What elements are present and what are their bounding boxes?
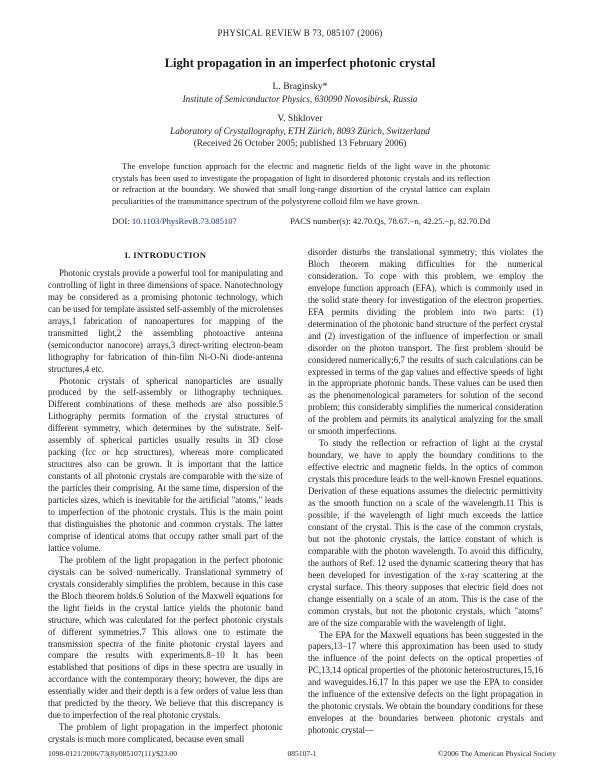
- author-1-affiliation: Institute of Semiconductor Physics, 630090 Novosibirsk, Russia: [182, 94, 418, 104]
- paragraph: The problem of the light propagation in the perfect photonic crystals can be solved numerically. Translational symmetry of crystals considerably simplifies the problem, because in this case the Bloch theorem holds.6 Solution of the Maxwell equations for the light fields in the crystal lattice yields the photonic band structure, which was calculated for the perfect photonic crystals of different symmetries.7 This allows one to estimate the transmission spectra of the finite photonic crystal layers and compare the results with experiments.8−10 It has been established that positions of dips in these spectra are usually in accordance with the contemporary theory; however, the dips are essentially wider and their depth is a few orders of value less than that predicted by the theory. We believe that this discrepancy is due to imperfection of the real photonic crystals.: [48, 554, 283, 721]
- doi-label: DOI:: [112, 216, 130, 226]
- abstract: The envelope function approach for the electric and magnetic fields of the light wave in the photonic crystals has been used to investigate the propagation of light in disordered photonic crystals and its reflection or refraction at the boundary. We showed that small long-range distortion of the crystal lattice can explain peculiarities of the transmittance spectrum of the polystyrene colloid film we have grown.: [112, 161, 490, 206]
- pacs-numbers: PACS number(s): 42.70.Qs, 78.67.−n, 42.25.−p, 82.70.Dd: [290, 216, 490, 226]
- paragraph: Photonic crystals of spherical nanoparticles are usually produced by the self-assembly or lithography techniques. Different combinations of these methods are also possible.5 Lithography permits formation of the crystal structures of different symmetry, which determines by the substrate. Self-assembly of spherical particles usually results in 3D close packing (fcc or hcp structures), whereas more complicated structures also can be grown. It is important that the lattice constants of all photonic crystals are comparable with the size of the particles their comprising. At the same time, dispersion of the particles sizes, which is inevitable for the artificial "atoms," leads to imperfection of the photonic crystals. This is the main point that distinguishes the photonic and common crystals. The latter comprise of identical atoms that occupy rather small part of the lattice volume.: [48, 375, 283, 553]
- author-2-affiliation: Laboratory of Crystallography, ETH Zürich, 8093 Zürich, Switzerland: [170, 126, 430, 136]
- left-column: [48, 250, 283, 746]
- paper-title: Light propagation in an imperfect photonic crystal: [164, 56, 436, 70]
- running-head: PHYSICAL REVIEW B 73, 085107 (2006): [217, 28, 383, 38]
- footer-issn: 1098-0121/2006/73(8)/085107(11)/$23.00: [48, 749, 178, 758]
- author-1-name: L. Braginsky*: [272, 81, 328, 92]
- paragraph: disorder disturbs the translational symmetry; this violates the Bloch theorem making difficulties for the numerical consideration. To cope with this problem, we employ the envelope function approach (EFA), which is commonly used in the solid state theory for investigation of the electron properties. EFA permits dividing the problem into two parts: (1) determination of the photonic band structure of the perfect crystal and (2) investigation of the influence of imperfection or small disorder on the photon transport. The first problem should be considered numerically;6,7 the results of such calculations can be expressed in terms of the gap values and effective speeds of light in the appropriate photonic bands. These values can be used then as the phenomenological parameters for solution of the second problem; this considerably simplifies the numerical consideration of the problem and permits its analytical analyzing for the small or smooth imperfections.: [308, 247, 543, 437]
- right-column: [308, 247, 543, 737]
- paragraph: The problem of light propagation in the imperfect photonic crystals is much more complicated, because even small: [48, 722, 283, 745]
- doi-link[interactable]: 10.1103/PhysRevB.73.085107: [131, 216, 237, 226]
- paragraph: To study the reflection or refraction of light at the crystal boundary, we have to apply the boundary conditions to the effective electric and magnetic fields. In the optics of common crystals this procedure leads to the well-known Fresnel equations. Derivation of these equations assumes the dielectric permittivity as the smooth function on a scale of the wavelength.11 This is possible, if the wavelength of light much exceeds the lattice constant of the crystal. This is the case of the common crystals, but not the photonic crystals, the lattice constant of which is comparable with the photon wavelength. To avoid this difficulty, the authors of Ref. 12 used the dynamic scattering theory that has been developed for investigation of the x-ray scattering at the crystal surface. This theory supposes that electric field does not change essentially on a scale of an atom. This is the case of the common crystals, but not the photonic crystals, which "atoms" are of the size comparable with the wavelength of light.: [308, 438, 543, 628]
- paragraph: Photonic crystals provide a powerful tool for manipulating and controlling of light in three dimensions of space. Nanotechnology may be considered as a promising photonic technology, which can be used for template assisted self-assembly of the microlenses arrays,1 fabrication of nanoapertures for mapping of the transmitted light,2 the assembling photoactive antenna (semiconductor nanocore) arrays,3 direct-writing electron-beam lithography for fabrication of thin-film Ni-O-Ni diode-antenna structures,4 etc.: [48, 267, 283, 374]
- footer-page-number: 085107-1: [287, 749, 317, 758]
- received-published-dates: (Received 26 October 2005; published 13 February 2006): [193, 138, 407, 148]
- paragraph: The EPA for the Maxwell equations has been suggested in the papers,13−17 where this approximation has been used to study the influence of the point defects on the optical properties of PC,13,14 optical properties of the photonic heterostructures,15,16 and waveguides.16,17 In this paper we use the EPA to consider the influence of the extensive defects on the light propagation in the photonic crystals. We obtain the boundary conditions for these envelopes at the boundaries between photonic crystals and photonic crystal—: [308, 629, 543, 736]
- section-heading: I. INTRODUCTION: [124, 250, 207, 260]
- author-2-name: V. Shklover: [277, 113, 323, 124]
- doi-pacs-row: [112, 216, 490, 226]
- footer-copyright: ©2006 The American Physical Society: [437, 749, 556, 758]
